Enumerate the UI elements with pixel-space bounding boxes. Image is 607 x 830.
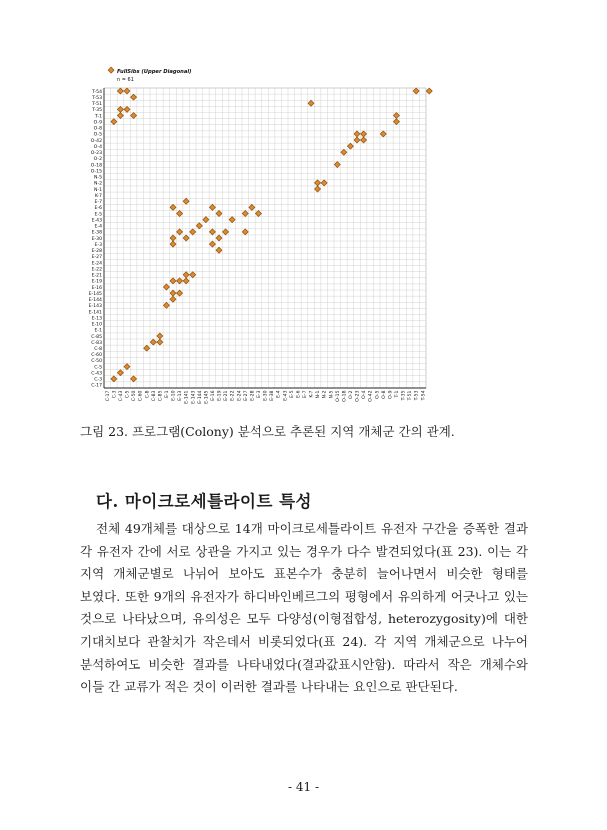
y-tick-label: N-5 — [93, 175, 102, 181]
x-tick-label: E-141 — [184, 390, 190, 404]
x-tick-label: E-38 — [270, 390, 276, 401]
x-tick-label: T-35 — [401, 390, 407, 401]
y-tick-label: E-3 — [94, 242, 102, 248]
y-tick-label: C-8 — [94, 347, 102, 353]
x-tick-label: E-3 — [257, 390, 263, 398]
fullsibs-scatter-chart — [74, 58, 434, 418]
x-tick-label: E-143 — [191, 390, 197, 404]
y-tick-label: O-9 — [93, 120, 102, 126]
x-tick-label: E-27 — [243, 390, 249, 401]
y-tick-label: O-18 — [90, 163, 102, 169]
x-tick-label: O-18 — [342, 390, 348, 402]
x-tick-label: T-54 — [421, 390, 427, 401]
x-tick-label: C-85 — [158, 390, 164, 402]
x-tick-label: E-1 — [165, 390, 171, 398]
x-tick-label: T-53 — [414, 390, 420, 401]
x-tick-label: K-7 — [309, 390, 315, 398]
x-tick-label: E-7 — [303, 390, 309, 398]
y-tick-label: E-16 — [91, 285, 102, 291]
y-tick-label: E-13 — [91, 316, 102, 322]
y-tick-label: C-43 — [91, 371, 102, 377]
y-tick-label: T-51 — [92, 102, 102, 108]
x-tick-label: E-28 — [250, 390, 256, 401]
y-tick-label: E-141 — [88, 310, 102, 316]
y-tick-label: E-27 — [91, 255, 102, 261]
y-tick-label: E-24 — [91, 261, 102, 267]
y-tick-label: E-145 — [88, 291, 102, 297]
y-tick-label: E-7 — [94, 200, 102, 206]
x-tick-label: C-60 — [138, 390, 144, 402]
y-tick-label: E-10 — [91, 322, 102, 328]
x-tick-label: O-9 — [388, 390, 394, 399]
x-tick-label: C-5 — [125, 390, 131, 399]
legend-n-label: n = 61 — [117, 77, 134, 83]
x-tick-label: O-23 — [355, 390, 361, 402]
y-tick-label: C-83 — [91, 340, 102, 346]
y-tick-label: O-42 — [90, 138, 102, 144]
y-tick-label: C-60 — [91, 353, 102, 359]
x-tick-labels — [105, 390, 426, 403]
y-tick-label: E-143 — [88, 304, 102, 310]
x-tick-label: T-51 — [408, 390, 414, 401]
body-paragraph: 전체 49개체를 대상으로 14개 마이크로세틀라이트 유전자 구간을 증폭한 결과 각 유전자 간에 서로 상관을 가지고 있는 경우가 다수 발견되었다(표 23). 이는 각 지역 개체군별로 나뉘어 보아도 표본수가 충분히 늘어나면서 비슷한 형태를 보였다. 또한 9개의 유전자가 하디바인베르그의 평형에서 유의하게 어긋나고 있는 것으로 나타났으며, 유의성은 모두 다양성(이형접합성, heterozygosity)에 대한 기대치보다 관찰치가 작은데서 비롯되었다(표 24). 각 지역 개체군으로 나누어 분석하여도 비슷한 결과를 나타내었다(결과값표시안함). 따라서 작은 개체수와 이들 간 교류가 적은 것이 이러한 결과를 나타내는 요인으로 판단된다. — [80, 521, 528, 695]
y-tick-label: E-4 — [94, 224, 102, 230]
x-tick-label: O-15 — [335, 390, 341, 402]
y-tick-label: O-4 — [93, 144, 102, 150]
y-tick-labels — [89, 89, 102, 389]
y-tick-label: E-28 — [91, 249, 102, 255]
y-tick-label: O-5 — [93, 132, 102, 138]
y-tick-label: E-19 — [91, 279, 102, 285]
y-tick-label: E-6 — [94, 206, 102, 212]
y-tick-label: C-17 — [91, 383, 102, 389]
y-tick-label: O-2 — [93, 157, 102, 163]
y-tick-label: E-1 — [94, 328, 102, 334]
chart-legend — [108, 67, 191, 83]
x-tick-label: T-1 — [395, 390, 401, 398]
x-tick-label: N-1 — [316, 390, 322, 399]
x-tick-label: C-17 — [105, 390, 111, 402]
y-tick-label: O-8 — [93, 126, 102, 132]
section-title: 다. 마이크로세틀라이트 특성 — [96, 492, 313, 511]
y-tick-label: E-21 — [91, 273, 102, 279]
y-tick-label: K-7 — [94, 193, 102, 199]
x-tick-label: E-10 — [171, 390, 177, 401]
y-tick-label: E-43 — [91, 218, 102, 224]
x-tick-label: O-8 — [381, 390, 387, 399]
x-tick-label: C-3 — [112, 390, 118, 399]
y-tick-label: O-23 — [90, 151, 102, 157]
x-tick-label: E-144 — [197, 390, 203, 404]
page-number: - 41 - — [287, 780, 319, 794]
y-tick-label: N-1 — [93, 187, 102, 193]
y-tick-label: T-35 — [92, 108, 102, 114]
y-tick-label: T-53 — [92, 95, 102, 101]
y-tick-label: C-50 — [91, 359, 102, 365]
x-tick-label: E-21 — [224, 390, 230, 401]
x-tick-label: E-5 — [289, 390, 295, 398]
x-tick-label: E-43 — [283, 390, 289, 401]
x-tick-label: O-5 — [375, 390, 381, 399]
x-tick-label: E-22 — [230, 390, 236, 401]
x-tick-label: N-5 — [329, 390, 335, 399]
x-tick-label: E-145 — [204, 390, 210, 404]
y-tick-label: N-2 — [93, 181, 102, 187]
legend-label: FullSibs (Upper Diagonal) — [117, 69, 192, 75]
x-tick-label: C-50 — [132, 390, 138, 402]
y-tick-label: T-1 — [95, 114, 102, 120]
x-tick-label: O-2 — [349, 390, 355, 399]
data-point — [426, 88, 432, 94]
y-tick-label: E-5 — [94, 212, 102, 218]
y-tick-label: C-5 — [94, 365, 102, 371]
x-tick-label: N-2 — [322, 390, 328, 399]
x-tick-label: C-43 — [119, 390, 125, 402]
y-tick-label: E-38 — [91, 230, 102, 236]
x-tick-label: E-24 — [237, 390, 243, 401]
x-tick-label: C-83 — [151, 390, 157, 402]
y-tick-label: C-3 — [94, 377, 102, 383]
x-tick-label: E-19 — [217, 390, 223, 401]
x-tick-label: E-30 — [263, 390, 269, 401]
y-tick-label: O-15 — [90, 169, 102, 175]
y-tick-label: C-85 — [91, 334, 102, 340]
x-tick-label: E-13 — [178, 390, 184, 401]
x-tick-label: E-6 — [296, 390, 302, 398]
y-tick-label: E-30 — [91, 236, 102, 242]
y-tick-label: E-144 — [88, 298, 102, 304]
x-tick-label: C-8 — [145, 390, 151, 399]
x-tick-label: E-16 — [211, 390, 217, 401]
x-tick-label: O-42 — [368, 390, 374, 402]
x-tick-label: E-4 — [276, 390, 282, 398]
figure-caption: 그림 23. 프로그램(Colony) 분석으로 추론된 지역 개체군 간의 관계. — [80, 424, 455, 439]
legend-marker — [108, 67, 114, 73]
y-tick-label: E-22 — [91, 267, 102, 273]
y-tick-label: T-54 — [92, 89, 102, 95]
x-tick-label: O-4 — [362, 390, 368, 399]
